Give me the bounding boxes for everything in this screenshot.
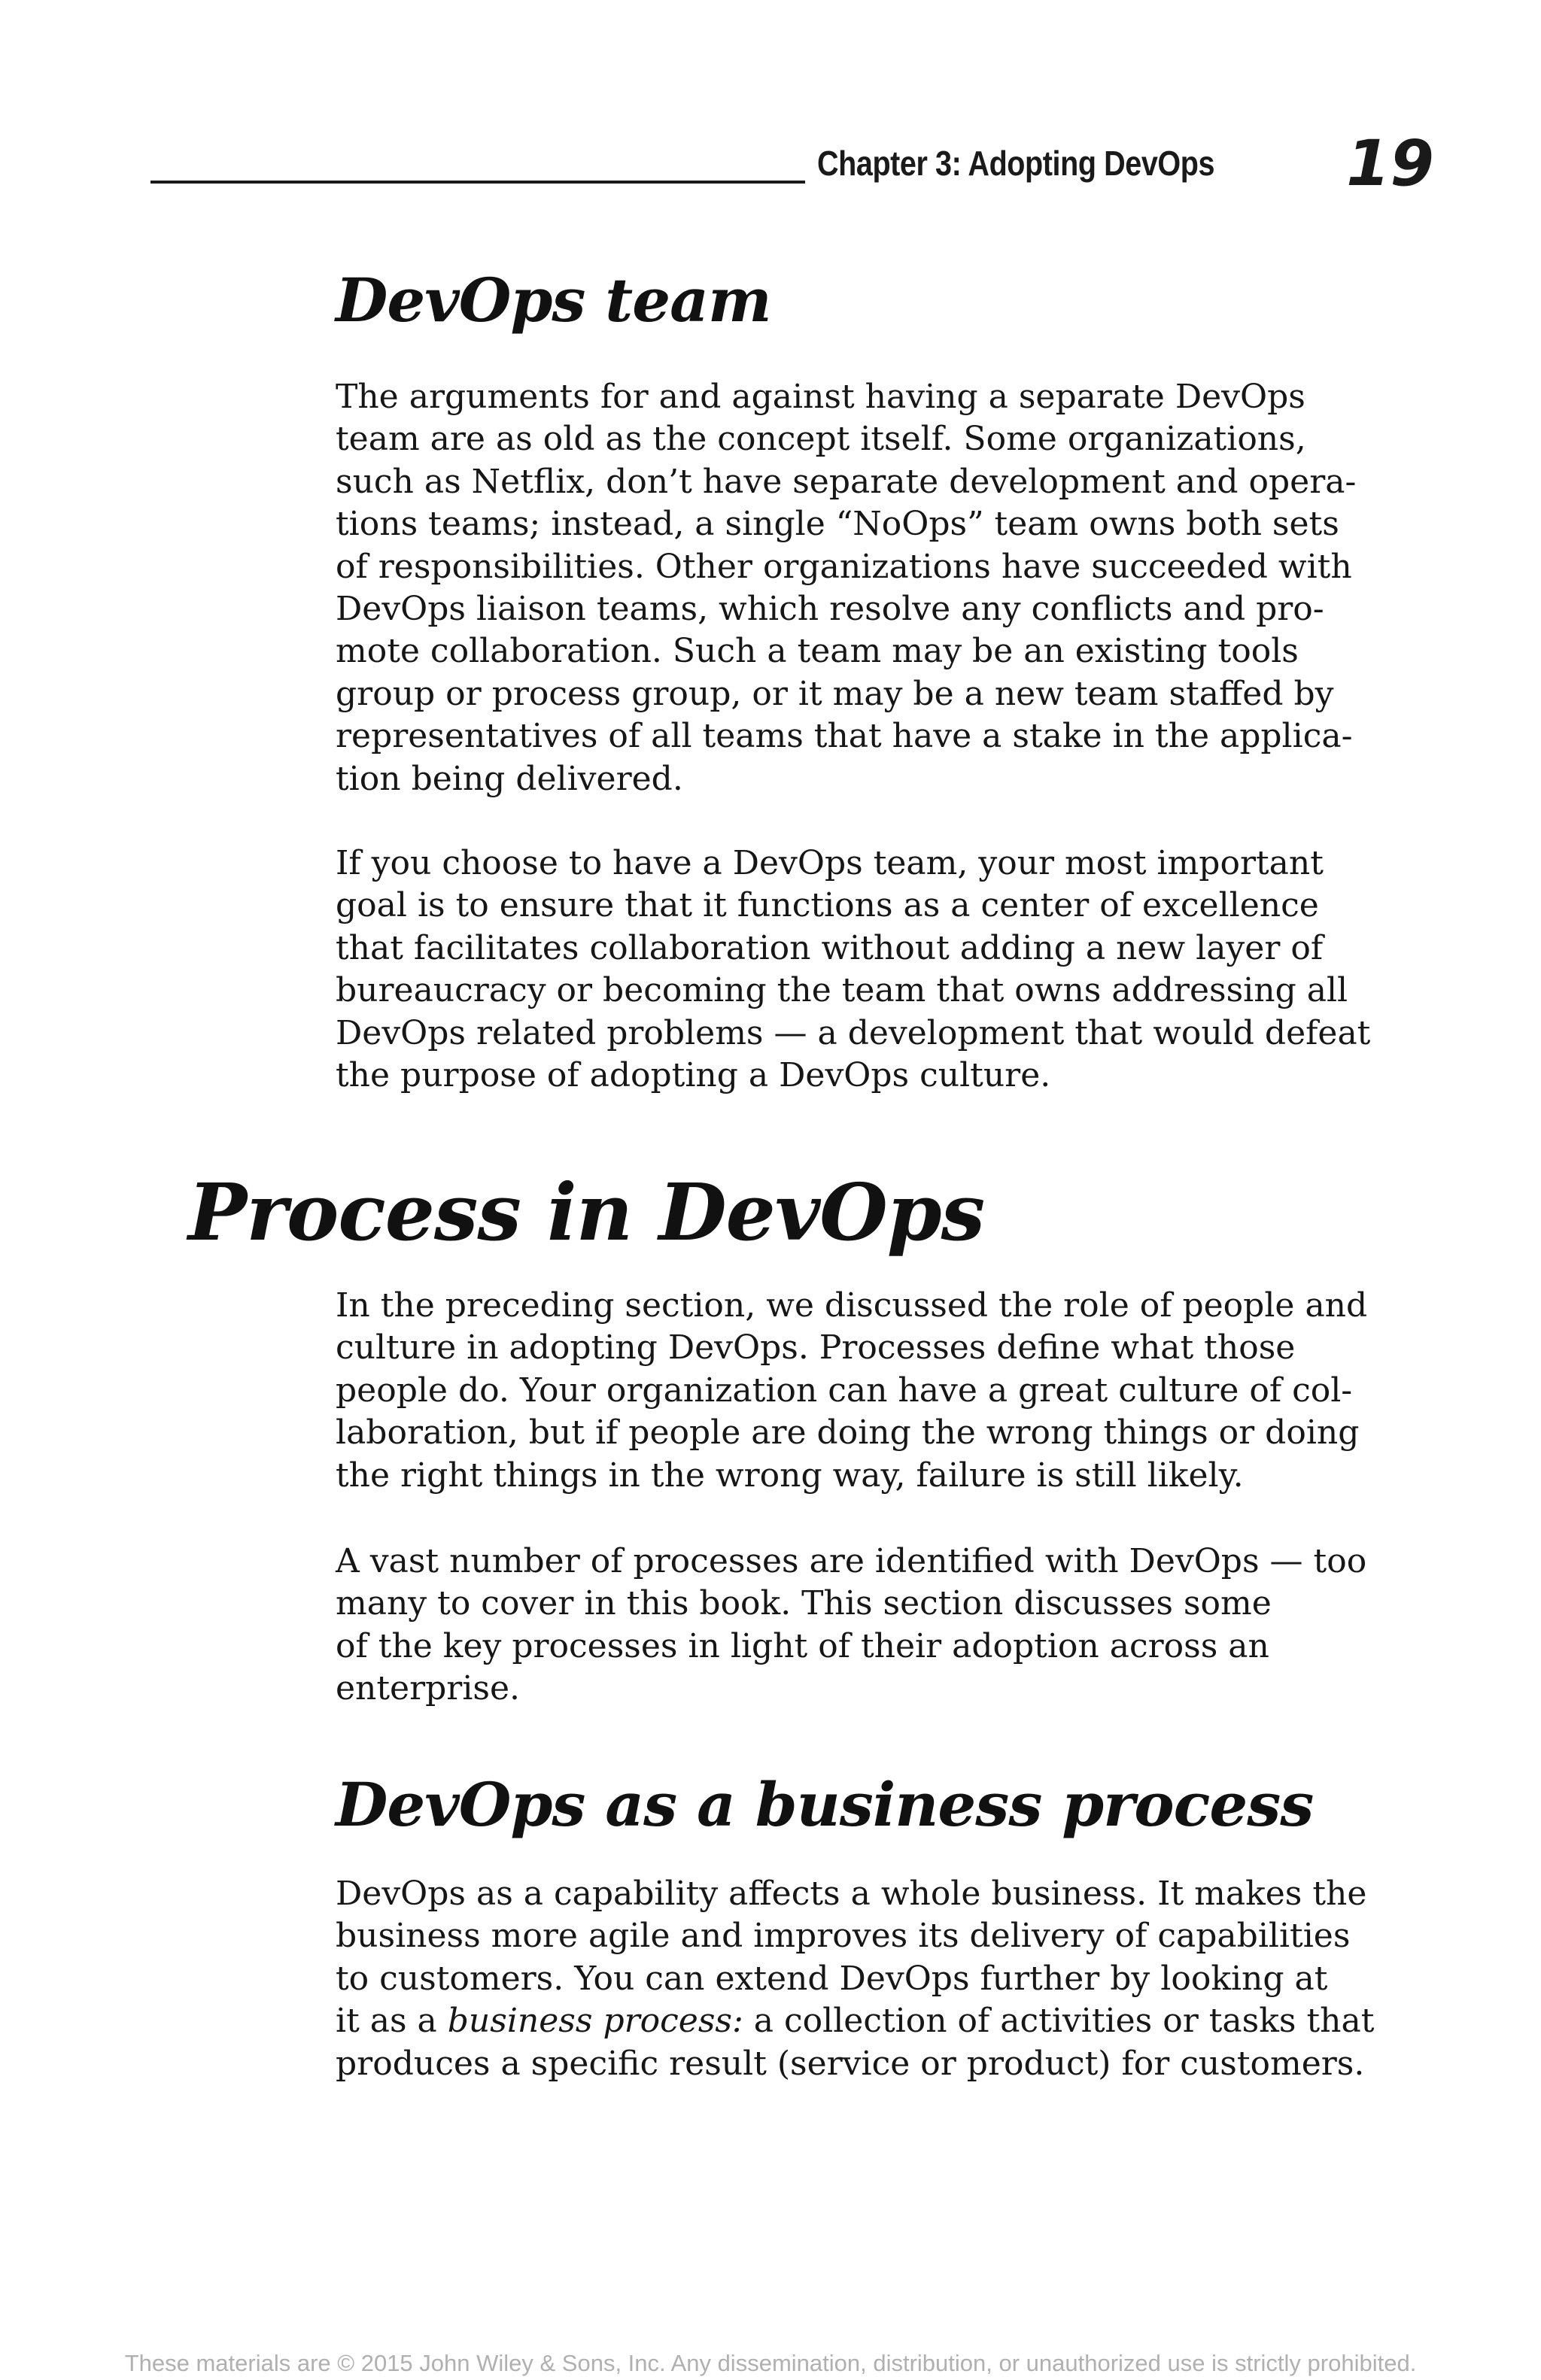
text-line: that facilitates collaboration without adding a new layer of: [336, 928, 1324, 967]
text-line: In the preceding section, we discussed the role of people and: [336, 1286, 1368, 1325]
paragraph-process-1: [336, 1285, 1374, 1497]
text-line: tion being delivered.: [336, 759, 683, 798]
header-rule: [150, 181, 805, 184]
paragraph-devops-team-2: [336, 842, 1374, 1097]
text-line: team are as old as the concept itself. Some organizations,: [336, 420, 1306, 459]
text-line: tions teams; instead, a single “NoOps” team owns both sets: [336, 505, 1339, 544]
text-line: to customers. You can extend DevOps further by looking at: [336, 1959, 1328, 1998]
text-line: such as Netflix, don’t have separate development and opera-: [336, 462, 1357, 501]
text-line: bureaucracy or becoming the team that owns addressing all: [336, 971, 1348, 1010]
text-line: [336, 2000, 1374, 2042]
text-line: DevOps liaison teams, which resolve any conflicts and pro-: [336, 590, 1324, 629]
chapter-title: Chapter 3: Adopting DevOps: [817, 144, 1215, 183]
heading-devops-business-process: DevOps as a business process: [336, 1769, 1314, 1840]
page-number: 19: [1346, 126, 1434, 200]
text-line: of the key processes in light of their adoption across an: [336, 1626, 1269, 1665]
text-line: business more agile and improves its delivery of capabilities: [336, 1917, 1351, 1956]
text-line: If you choose to have a DevOps team, your most important: [336, 844, 1324, 882]
text-line: DevOps related problems — a development that would defeat: [336, 1013, 1371, 1052]
text-line: enterprise.: [336, 1669, 521, 1708]
text-line: DevOps as a capability affects a whole business. It makes the: [336, 1875, 1367, 1913]
text-line: the purpose of adopting a DevOps culture.: [336, 1056, 1051, 1095]
paragraph-devops-team-1: [336, 376, 1374, 800]
heading-devops-team: DevOps team: [336, 265, 771, 335]
text-line: many to cover in this book. This section discusses some: [336, 1584, 1272, 1623]
paragraph-business-process-1: [336, 1873, 1374, 2085]
copyright-footer: These materials are © 2015 John Wiley & Sons, Inc. Any dissemination, distribution, or unauthorized use is strictly prohibited.: [124, 2350, 1417, 2376]
text-line: representatives of all teams that have a stake in the applica-: [336, 717, 1353, 756]
text-line: culture in adopting DevOps. Processes define what those: [336, 1328, 1296, 1368]
text-line: mote collaboration. Such a team may be an existing tools: [336, 632, 1299, 671]
paragraph-process-2: [336, 1541, 1374, 1711]
text-line: of responsibilities. Other organizations have succeeded with: [336, 547, 1352, 586]
text-line: The arguments for and against having a separate DevOps: [336, 378, 1305, 416]
text-line: laboration, but if people are doing the wrong things or doing: [336, 1413, 1360, 1453]
text-line: produces a specific result (service or product) for customers.: [336, 2044, 1365, 2083]
text-run: a collection of activities or tasks that: [743, 2002, 1375, 2041]
text-line: goal is to ensure that it functions as a center of excellence: [336, 886, 1319, 925]
text-line: people do. Your organization can have a great culture of col-: [336, 1371, 1353, 1410]
text-line: the right things in the wrong way, failure is still likely.: [336, 1456, 1244, 1495]
text-line: A vast number of processes are identified with DevOps — too: [336, 1542, 1367, 1580]
heading-process-in-devops: Process in DevOps: [188, 1166, 985, 1258]
italic-term: business process:: [447, 2002, 743, 2041]
text-run: it as a: [336, 2002, 448, 2041]
text-line: group or process group, or it may be a new team staffed by: [336, 674, 1334, 713]
